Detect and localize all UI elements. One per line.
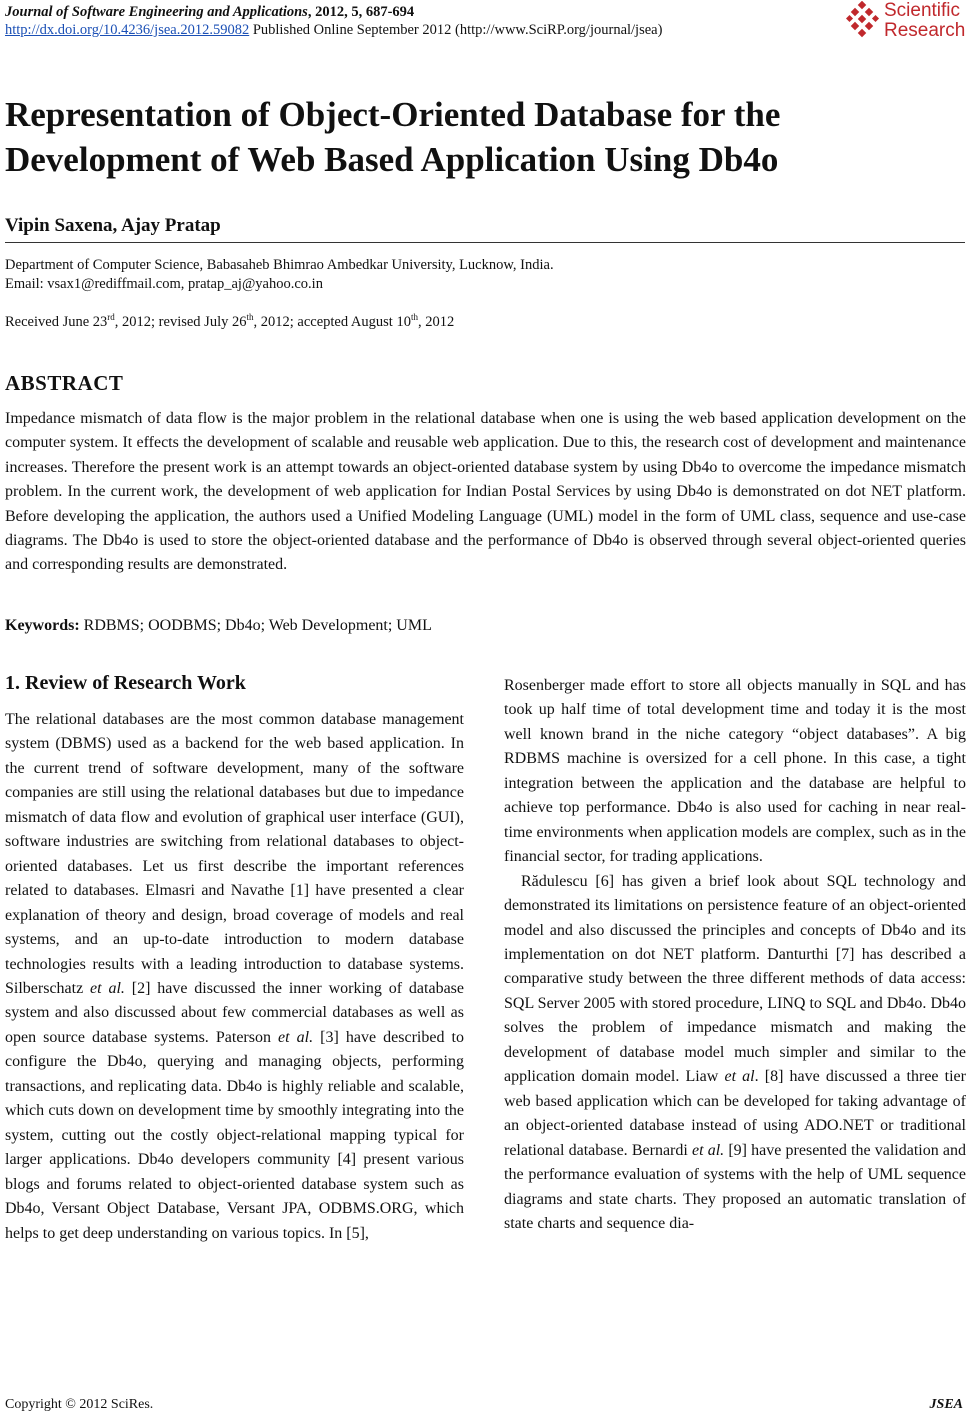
- left-column-paragraph: [5, 708, 464, 1246]
- author-list: Vipin Saxena, Ajay Pratap: [5, 215, 221, 236]
- logo-wordmark: [884, 1, 965, 41]
- published-online-text: Published Online September 2012 (http://www.SciRP.org/journal/jsea): [249, 22, 663, 38]
- paper-title: [5, 92, 945, 182]
- section-heading: 1. Review of Research Work: [5, 672, 246, 694]
- revised-sup: th: [246, 312, 254, 322]
- right-column-paragraph-2: [504, 870, 966, 1237]
- doi-link[interactable]: http://dx.doi.org/10.4236/jsea.2012.59082: [5, 22, 250, 38]
- footer-copyright: Copyright © 2012 SciRes.: [5, 1397, 154, 1412]
- logo-mark-icon: [846, 1, 880, 41]
- doi-line: [5, 21, 662, 39]
- journal-name: Journal of Software Engineering and Applications: [5, 4, 308, 20]
- accepted-sup: th: [410, 312, 418, 322]
- received-dates: [5, 313, 454, 332]
- author-divider: [5, 242, 965, 243]
- accepted-text: , 2012; accepted August 10: [253, 314, 411, 330]
- right-column-paragraph-1: Rosenberger made effort to store all objects manually in SQL and has took up half time of total development time and today it is the most well known brand in the niche category “object databases”. A big RDBMS machine is oversized for a cell phone. In this case, a tight integration between the application and the database are helpful to achieve top performance. Db4o is also used for caching in near real-time environments when application models are complex, such as in the financial sector, for trading applications.: [504, 677, 966, 866]
- body-text: The relational databases are the most common database management system (DBMS) used as a backend for the web based application. In the current trend of software development, many of the software companies are still using the relational databases but due to impedance mismatch of data flow and evolution of graphical user interface (GUI), software industries are switching from relational databases to object-oriented databases. Let us first describe the important references related to databases. Elmasri and Navathe [1] have presented a clear explanation of theory and design, broad coverage of models and real systems, and an up-to-date introduction to modern database technologies results with a leading introduction to database systems. Silberschatz: [5, 711, 464, 997]
- logo-line-2: Research: [884, 20, 966, 41]
- accepted-year: , 2012: [417, 314, 455, 330]
- keywords-list: RDBMS; OODBMS; Db4o; Web Development; UML: [79, 617, 432, 634]
- abstract-heading: ABSTRACT: [5, 371, 124, 395]
- logo-line-1: Scientific: [884, 0, 961, 21]
- title-line-1: Representation of Object-Oriented Database for the: [5, 95, 781, 134]
- body-text: [9] have presented the validation and the performance evaluation of systems with the help of UML sequence diagrams and state charts. They proposed an automatic translation of state charts and sequence dia-: [504, 1141, 967, 1232]
- body-text: [3] have described to configure the Db4o, querying and managing objects, performing transactions, and replicating data. Db4o is highly reliable and scalable, which cuts down on development time by smoothly integrating into the system, cutting out the costly object-relational mapping typical for larger applications. Db4o developers community [4] present various blogs and forums related to object-oriented database system such as Db4o, Versant Object Database, Versant JPA, ODBMS.ORG, which helps to get deep understanding on various topics. In [5],: [5, 1028, 464, 1242]
- right-column: [504, 674, 966, 1236]
- abstract-body: Impedance mismatch of data flow is the major problem in the relational database when one is using the web based application development on the computer system. It effects the development of scalable and reusable web application. Due to this, the research cost of development and maintenance increases. Therefore the present work is an attempt towards an object-oriented database system by using Db4o to overcome the impedance mismatch problem. In the current work, the development of web application for Indian Postal Services by using Db4o is demonstrated on dot NET platform. Before developing the application, the authors used a Unified Modeling Language (UML) model in the form of UML class, sequence and use-case diagrams. The Db4o is used to store the object-oriented database and the performance of Db4o is observed through several object-oriented queries and corresponding results are demonstrated.: [5, 410, 966, 574]
- received-text: Received June 23: [5, 314, 108, 330]
- left-column: [5, 708, 464, 1246]
- publisher-logo: [846, 1, 968, 43]
- body-text-italic: et al.: [90, 979, 125, 997]
- revised-text: , 2012; revised July 26: [114, 314, 247, 330]
- body-text: . [8] have discussed a three tier web based application which can be developed for taking advantage of an object-oriented database instead of using ADO.NET or traditional relational database. Bernardi: [504, 1068, 966, 1159]
- footer-journal-abbr: JSEA: [929, 1397, 963, 1412]
- journal-issue: , 2012, 5, 687-694: [307, 4, 415, 20]
- body-text-italic: et al: [724, 1068, 755, 1086]
- body-text: Rădulescu [6] has given a brief look about SQL technology and demonstrated its limitations on persistence feature of an object-oriented model and also discussed the principles and concepts of Db4o and its implementation on dot NET platform. Danturthi [7] has described a comparative study between the three different methods of data access: SQL Server 2005 with stored procedure, LINQ to SQL and Db4o. Db4o solves the problem of impedance mismatch and making the development of database model much simpler and similar to the application domain model. Liaw: [504, 872, 966, 1086]
- body-text: [2] have discussed the inner working of database system and also discussed about few commercial databases as well as open source database systems. Paterson: [5, 979, 464, 1046]
- body-text-italic: et al.: [278, 1028, 314, 1046]
- keywords-label: Keywords:: [5, 617, 80, 634]
- author-emails: Email: vsax1@rediffmail.com, pratap_aj@yahoo.co.in: [5, 276, 323, 292]
- keywords: [5, 615, 432, 637]
- body-text-italic: et al.: [692, 1141, 725, 1159]
- affiliation: Department of Computer Science, Babasaheb Bhimrao Ambedkar University, Lucknow, India.: [5, 257, 554, 273]
- journal-citation: [5, 3, 414, 21]
- title-line-2: Development of Web Based Application Using Db4o: [5, 140, 779, 179]
- received-sup: rd: [107, 312, 115, 322]
